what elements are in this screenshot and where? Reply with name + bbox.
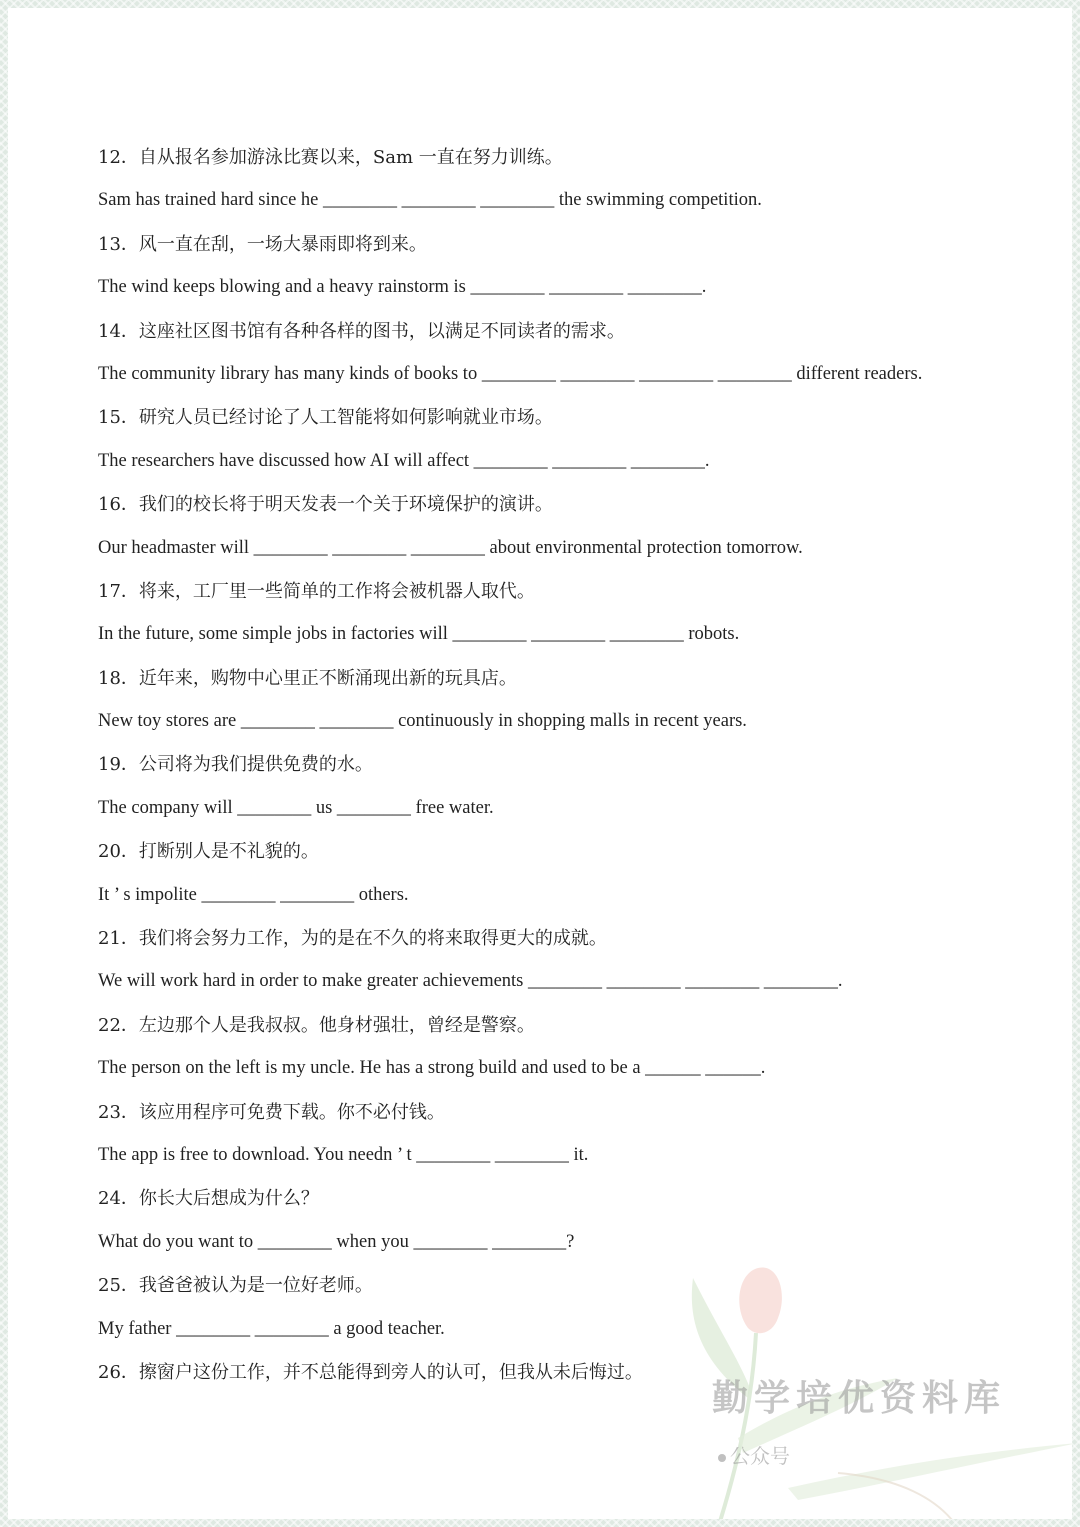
question-26-prompt: 26．擦窗户这份工作，并不总能得到旁人的认可，但我从未后悔过。 — [98, 1361, 643, 1383]
watermark-title: 勤学培优资料库 — [712, 1378, 1007, 1419]
watermark-subtitle-text: 公众号 — [730, 1444, 790, 1468]
question-15-sentence: The researchers have discussed how AI will affect ________ ________ ________. — [98, 450, 710, 471]
question-12-prompt: 12．自从报名参加游泳比赛以来，Sam 一直在努力训练。 — [98, 147, 563, 168]
wechat-icon — [718, 1454, 726, 1462]
question-21-prompt: 21．我们将会努力工作，为的是在不久的将来取得更大的成就。 — [98, 928, 607, 950]
question-12-sentence: Sam has trained hard since he ________ ________ ________ the swimming competition. — [98, 190, 762, 211]
exercise-list — [98, 136, 1058, 1394]
question-20-prompt: 20．打断别人是不礼貌的。 — [98, 841, 319, 863]
question-25-sentence: My father ________ ________ a good teacher. — [98, 1318, 445, 1339]
question-19-prompt: 19．公司将为我们提供免费的水。 — [98, 754, 373, 776]
question-22-prompt: 22．左边那个人是我叔叔。他身材强壮，曾经是警察。 — [98, 1014, 535, 1036]
question-17-sentence: In the future, some simple jobs in factories will ________ ________ ________ robots. — [98, 624, 740, 645]
question-15-prompt: 15．研究人员已经讨论了人工智能将如何影响就业市场。 — [98, 407, 553, 429]
question-18-sentence: New toy stores are ________ ________ continuously in shopping malls in recent years. — [98, 711, 747, 732]
question-22-sentence: The person on the left is my uncle. He has a strong build and used to be a ______ ______. — [98, 1058, 766, 1079]
question-24-sentence: What do you want to ________ when you ________ ________? — [98, 1231, 575, 1252]
question-17-prompt: 17．将来，工厂里一些简单的工作将会被机器人取代。 — [98, 580, 535, 602]
question-25-prompt: 25．我爸爸被认为是一位好老师。 — [98, 1275, 373, 1297]
document-page — [8, 8, 1072, 1519]
question-24-prompt: 24．你长大后想成为什么？ — [98, 1188, 319, 1210]
question-16-sentence: Our headmaster will ________ ________ ________ about environmental protection tomorrow. — [98, 537, 803, 558]
question-13-sentence: The wind keeps blowing and a heavy rainstorm is ________ ________ ________. — [98, 277, 707, 298]
question-14-prompt: 14．这座社区图书馆有各种各样的图书，以满足不同读者的需求。 — [98, 320, 625, 342]
question-14-sentence: The community library has many kinds of books to ________ ________ ________ ________ different readers. — [98, 363, 923, 384]
question-18-prompt: 18．近年来，购物中心里正不断涌现出新的玩具店。 — [98, 667, 517, 689]
question-21-sentence: We will work hard in order to make greater achievements ________ ________ ________ ________. — [98, 971, 843, 992]
question-19-sentence: The company will ________ us ________ free water. — [98, 797, 494, 818]
question-16-prompt: 16．我们的校长将于明天发表一个关于环境保护的演讲。 — [98, 494, 553, 516]
watermark-subtitle — [718, 1440, 790, 1469]
question-23-prompt: 23．该应用程序可免费下载。你不必付钱。 — [98, 1101, 445, 1123]
question-20-sentence: It ’ s impolite ________ ________ others. — [98, 884, 409, 905]
question-13-prompt: 13．风一直在刮，一场大暴雨即将到来。 — [98, 233, 427, 255]
question-23-sentence: The app is free to download. You needn ’ t ________ ________ it. — [98, 1144, 589, 1165]
